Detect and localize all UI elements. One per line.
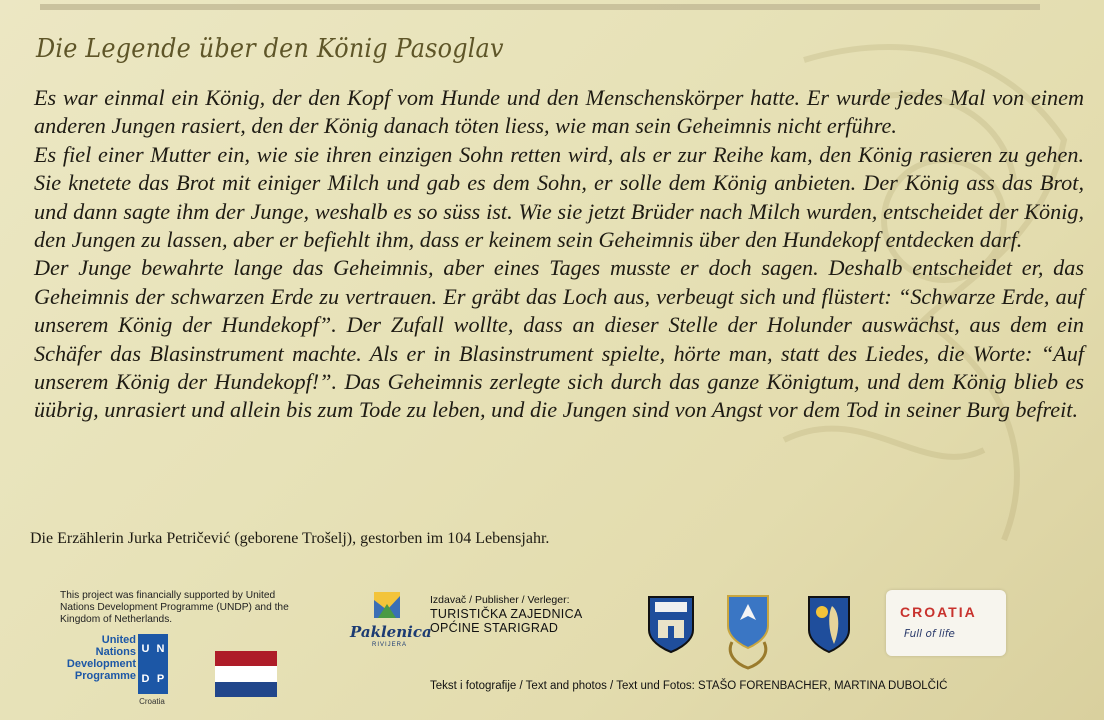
story-paragraph: Es war einmal ein König, der den Kopf vom Hunde und den Menschenskörper hatte. Er wurde jedes Mal von einem anderen Jungen rasiert, den der König danach töten liess, wie man sein Geheimnis nicht erführe. (34, 85, 1084, 139)
undp-letter: D (141, 673, 150, 685)
county-crest-icon (722, 592, 774, 670)
undp-funding-note: This project was financially supported by United Nations Development Programme (UNDP) and the Kingdom of Netherlands. (60, 590, 289, 625)
undp-logo-icon (138, 634, 168, 694)
publisher-org: OPĆINE STARIGRAD (430, 621, 559, 635)
municipal-crest-icon (646, 594, 696, 654)
undp-letter: P (156, 673, 165, 685)
text-and-photo-credit: Tekst i fotografije / Text and photos / Text und Fotos: STAŠO FORENBACHER, MARTINA DUBOLČIĆ (430, 680, 948, 692)
undp-letter: N (156, 643, 165, 655)
paklenica-subtitle: RIVIJERA (372, 642, 408, 648)
paklenica-wordmark: Paklenica (350, 623, 432, 641)
page-title: Die Legende über den König Pasoglav (36, 34, 504, 64)
undp-country-label: Croatia (139, 697, 165, 706)
croatia-full-of-life-logo (886, 590, 1006, 656)
undp-logo-line: Programme (74, 670, 136, 682)
croatia-slogan: Full of life (904, 628, 955, 640)
publisher-label: Izdavač / Publisher / Verleger: (430, 594, 570, 606)
undp-logo-line: United (101, 634, 136, 646)
top-border-rule (40, 4, 1040, 10)
undp-letter: U (141, 643, 150, 655)
netherlands-flag-icon (215, 651, 277, 697)
publisher-org: TURISTIČKA ZAJEDNICA (430, 607, 583, 621)
story-paragraph: Es fiel einer Mutter ein, wie sie ihren einzigen Sohn retten wird, als er zur Reihe kam, den König rasieren zu gehen. Sie knetete das Brot mit einiger Milch und gab es dem Sohn, er solle dem König anbieten. Der König ass das Brot, und dann sagte ihm der Junge, weshalb es so süss ist. Wie sie jetzt Brüder nach Milch wurden, entscheidet der König, den Jungen zu lassen, aber er befiehlt ihm, dass er keinem sein Geheimnis über den Hundekopf entdecken darf. (34, 141, 1084, 253)
croatia-wordmark: CROATIA (900, 604, 977, 620)
undp-logo-line: Nations (95, 646, 136, 658)
publisher-block (430, 594, 630, 635)
legend-story (34, 84, 1084, 425)
undp-logo-wordmark (60, 634, 136, 682)
undp-logo-line: Development (66, 658, 136, 670)
saint-crest-icon (806, 594, 852, 654)
story-paragraph: Der Junge bewahrte lange das Geheimnis, aber eines Tages musste er doch sagen. Deshalb entscheidet er, das Geheimnis der schwarzen Erde zu vertrauen. Er gräbt das Loch aus, verbeugt sich und flüstert: “Schwarze Erde, auf unserem König der Hundekopf”. Der Zufall wollte, dass an dieser Stelle der Holunder auswächst, aus dem ein Schäfer das Blasinstrument machte. Als er in Blasinstrument spielte, hörte man, statt des Liedes, die Worte: “Auf unserem König der Hundekopf!”. Das Geheimnis zerlegte sich durch das ganze Königtum, und dem König blieb es üübrig, unrasiert und allein bis zum Tode zu leben, und die Jungen sind von Angst vor dem Tod in seiner Burg befreit. (34, 255, 1084, 423)
narrator-credit: Die Erzählerin Jurka Petričević (geborene Trošelj), gestorben im 104 Lebensjahr. (30, 530, 550, 547)
